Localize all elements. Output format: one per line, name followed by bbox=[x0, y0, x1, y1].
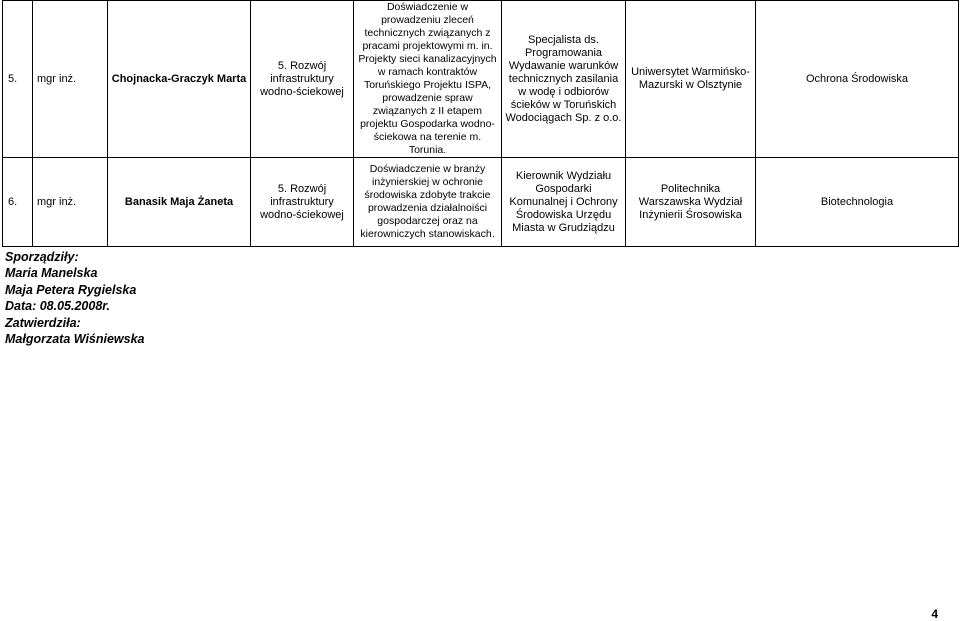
page-number: 4 bbox=[931, 607, 938, 621]
preparer-name: Maja Petera Rygielska bbox=[5, 282, 137, 297]
date: Data: 08.05.2008r. bbox=[5, 299, 110, 314]
experience: Doświadczenie w prowadzeniu zleceń technicznych związanych z pracami projektowymi m. in. Projekty sieci kanalizacyjnych w ramach kontraktów Toruńskiego Projektu ISPA, prowadzenie spraw związanych z II etapem projektu Gospodarka wodno-ściekowa na terenie m. Torunia. bbox=[354, 1, 502, 158]
table-row bbox=[3, 1, 959, 158]
person-name: Chojnacka-Graczyk Marta bbox=[108, 1, 251, 158]
academic-title: mgr inż. bbox=[33, 158, 108, 247]
academic-title: mgr inż. bbox=[33, 1, 108, 158]
field-of-study: Biotechnologia bbox=[756, 158, 959, 247]
approver-name: Małgorzata Wiśniewska bbox=[5, 332, 145, 347]
specialization: 5. Rozwój infrastruktury wodno-ściekowej bbox=[251, 1, 354, 158]
person-name: Banasik Maja Żaneta bbox=[108, 158, 251, 247]
position: Kierownik Wydziału Gospodarki Komunalnej i Ochrony Środowiska Urzędu Miasta w Grudziądzu bbox=[502, 158, 626, 247]
staff-table bbox=[2, 0, 959, 247]
row-number: 5. bbox=[3, 1, 33, 158]
field-of-study: Ochrona Środowiska bbox=[756, 1, 959, 158]
prepared-label: Sporządziły: bbox=[5, 250, 79, 264]
row-number: 6. bbox=[3, 158, 33, 247]
approved-label: Zatwierdziła: bbox=[5, 315, 81, 330]
experience: Doświadczenie w branży inżynierskiej w ochronie środowiska zdobyte trakcie prowadzenia działalnoiści gospodarczej oraz na kierowniczych stanowiskach. bbox=[354, 158, 502, 247]
university: Uniwersytet Warmińsko-Mazurski w Olsztynie bbox=[626, 1, 756, 158]
table-row bbox=[3, 158, 959, 247]
university: Politechnika Warszawska Wydział Inżynierii Śrosowiska bbox=[626, 158, 756, 247]
preparer-name: Maria Manelska bbox=[5, 266, 98, 281]
specialization: 5. Rozwój infrastruktury wodno-ściekowej bbox=[251, 158, 354, 247]
signature-block bbox=[5, 249, 145, 347]
position: Specjalista ds. Programowania Wydawanie warunków technicznych zasilania w wodę i odbiorów ścieków w Toruńskich Wodociągach Sp. z o.o. bbox=[502, 1, 626, 158]
